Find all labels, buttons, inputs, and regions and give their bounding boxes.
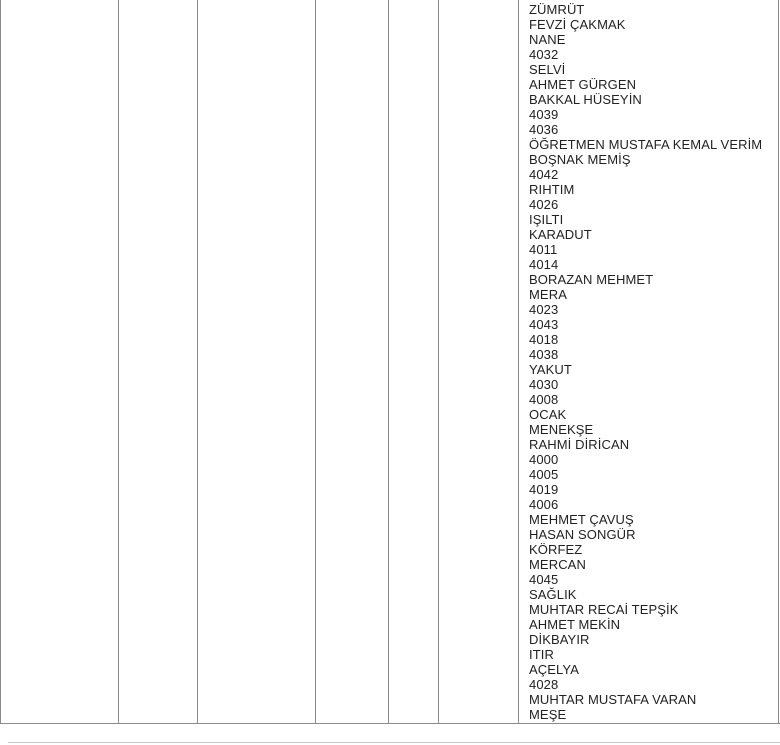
street-name: DİKBAYIR [529,632,590,647]
street-name: 4030 [529,377,559,392]
column-border [518,0,519,723]
street-name: 4005 [529,467,559,482]
street-name: RAHMİ DİRİCAN [529,437,630,452]
street-name: MERA [529,287,567,302]
street-name: MEHMET ÇAVUŞ [529,512,634,527]
street-name: 4014 [529,257,559,272]
street-name: AHMET MEKİN [529,617,621,632]
street-name: 4023 [529,302,559,317]
column-border [315,0,316,723]
street-name: 4038 [529,347,559,362]
street-name: ÖĞRETMEN MUSTAFA KEMAL VERİM [529,137,763,152]
street-name: 4045 [529,572,559,587]
column-border [778,0,779,723]
street-name: MUHTAR MUSTAFA VARAN [529,692,697,707]
street-name: RIHTIM [529,182,575,197]
street-name: KARADUT [529,227,592,242]
street-name: KÖRFEZ [529,542,583,557]
street-name-list [529,2,762,722]
street-name: 4028 [529,677,559,692]
street-name: BAKKAL HÜSEYİN [529,92,642,107]
column-border [118,0,119,723]
street-name: 4008 [529,392,559,407]
street-name: 4043 [529,317,559,332]
column-border [197,0,198,723]
row-border [0,723,780,724]
street-name: MEŞE [529,707,567,722]
street-name: BOŞNAK MEMİŞ [529,152,631,167]
street-name: 4039 [529,107,559,122]
street-name: 4000 [529,452,559,467]
street-name: OCAK [529,407,567,422]
street-name: FEVZİ ÇAKMAK [529,17,626,32]
street-name: ITIR [529,647,554,662]
street-name: 4036 [529,122,559,137]
street-name: ZÜMRÜT [529,2,585,17]
street-name: AÇELYA [529,662,579,677]
street-name: SAĞLIK [529,587,577,602]
street-name: HASAN SONGÜR [529,527,636,542]
street-name: 4006 [529,497,559,512]
street-name: 4042 [529,167,559,182]
street-name: NANE [529,32,566,47]
street-name: SELVİ [529,62,566,77]
column-border [388,0,389,723]
street-name: AHMET GÜRGEN [529,77,637,92]
street-name: YAKUT [529,362,572,377]
column-border [438,0,439,723]
street-name: BORAZAN MEHMET [529,272,654,287]
street-name: 4018 [529,332,559,347]
street-name: IŞILTI [529,212,564,227]
street-name: MENEKŞE [529,422,594,437]
street-name: 4011 [529,242,558,257]
street-name: MERCAN [529,557,586,572]
street-name: 4026 [529,197,559,212]
section-divider [8,742,780,743]
street-name: 4032 [529,47,559,62]
street-name: MUHTAR RECAİ TEPŞİK [529,602,679,617]
column-border [0,0,1,723]
street-name: 4019 [529,482,559,497]
